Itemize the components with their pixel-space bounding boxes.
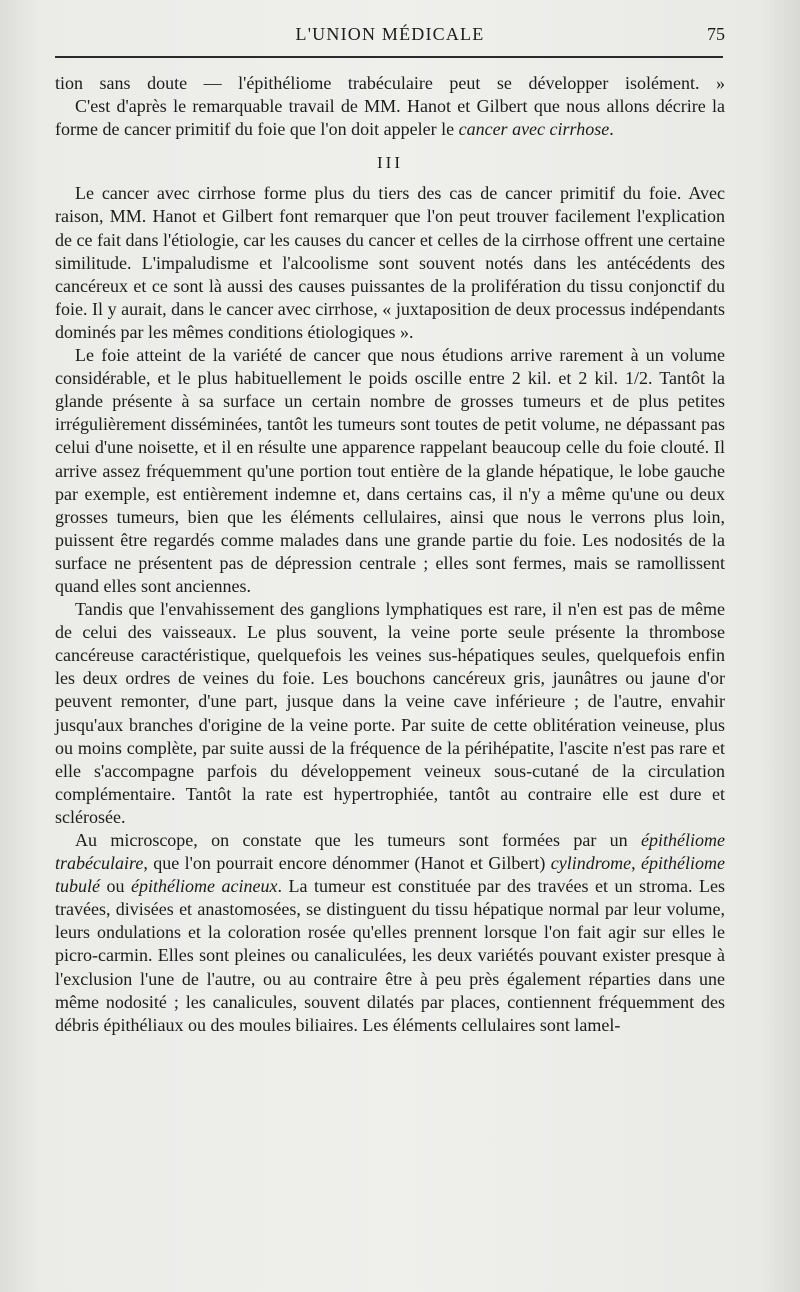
section-heading: III (377, 153, 403, 173)
paragraph-text: . (609, 119, 614, 140)
paragraph-text: . La tumeur est constituée par des travées et un stroma. Les travées, divisées et anastomosées, se distinguent du tissu hépatique normal par leur volume, leurs ondulations et la coloration rosée qu'elles prennent lorsque l'on fait agir sur elles le picro-carmin. Elles sont pleines ou canaliculées, les deux variétés pouvant exister presque à l'exclusion l'une de l'autre, ou au contraire être à peu près également réparties dans une même nodosité ; les canalicules, souvent dilatés par places, contiennent fréquemment des débris épithéliaux ou des moules biliaires. Les éléments cellulaires sont lamel- (55, 876, 725, 1035)
paragraph-text: tion sans doute — l'épithéliome trabéculaire peut se développer isolément. » (55, 73, 725, 93)
italic-term: épithéliome tubulé (55, 853, 726, 897)
paragraph-gross-anatomy (55, 344, 725, 598)
paragraph-etiology (55, 182, 725, 344)
paragraph-text: Au microscope, on constate que les tumeurs sont formées par un (75, 830, 642, 850)
italic-term: cancer avec cirrhose (458, 119, 610, 140)
paragraph-hanot-gilbert-intro (55, 95, 725, 141)
paragraph-text: ou (100, 876, 132, 897)
paragraph-text: , que l'on pourrait encore dénommer (Hanot et Gilbert) (143, 853, 551, 874)
paragraph-text: Le cancer avec cirrhose forme plus du tiers des cas de cancer primitif du foie. Avec raison, MM. Hanot et Gilbert font remarquer que l'on peut trouver facilement l'explication de ce fait dans l'étiologie, car les causes du cancer et celles de la cirrhose offrent une certaine similitude. L'impaludisme et l'alcoolisme sont souvent notés dans les antécédents des cancéreux et ce sont là aussi des causes puissantes de la prolifération du tissu conjonctif du foie. Il y aurait, dans le cancer avec cirrhose, « juxtaposition de deux processus indépendants dominés par les mêmes conditions étiologiques ». (55, 183, 725, 342)
article-body (55, 72, 725, 1037)
paragraph-continuation (55, 72, 725, 95)
paragraph-text: C'est d'après le remarquable travail de MM. Hanot et Gilbert que nous allons décrire la forme de cancer primitif du foie que l'on doit appeler le (55, 96, 725, 140)
paragraph-microscopy (55, 829, 725, 1037)
italic-term: cylindrome (550, 853, 632, 874)
paragraph-text: , (631, 853, 642, 874)
page-header (55, 24, 725, 48)
running-title: L'UNION MÉDICALE (295, 24, 485, 44)
paragraph-vessels (55, 598, 725, 829)
italic-term: épithéliome trabéculaire (55, 830, 725, 874)
paragraph-text: Le foie atteint de la variété de cancer que nous étudions arrive rarement à un volume considérable, et le plus habituellement le poids oscille entre 2 kil. et 2 kil. 1/2. Tantôt la glande présente à sa surface un certain nombre de grosses tumeurs et de plus petites irrégulièrement disséminées, tantôt les tumeurs sont toutes de petit volume, ne dépassant pas celui d'une noisette, et il en résulte une apparence rappelant beaucoup celle du foie clouté. Il arrive assez fréquemment qu'une portion tout entière de la glande hépatique, le lobe gauche par exemple, est entièrement indemne et, dans certains cas, il n'y a même qu'une ou deux grosses tumeurs, bien que les éléments cellulaires, ainsi que nous le verrons plus loin, puissent être regardés comme malades dans une grande partie du foie. Les nodosités de la surface ne présentent pas de dépression centrale ; elles sont fermes, mais se ramollissent quand elles sont anciennes. (55, 345, 725, 596)
paragraph-text: Tandis que l'envahissement des ganglions lymphatiques est rare, il n'en est pas de même de celui des vaisseaux. Le plus souvent, la veine porte seule présente la thrombose cancéreuse caractéristique, quelquefois les veines sus-hépatiques seules, quelquefois enfin les deux ordres de veines du foie. Les bouchons cancéreux gris, jaunâtres ou jaune d'or peuvent remonter, d'une part, jusque dans la veine cave inférieure ; de l'autre, envahir jusqu'aux branches d'origine de la veine porte. Par suite de cette oblitération veineuse, plus ou moins complète, par suite aussi de la fréquence de la périhépatite, l'ascite n'est pas rare et elle s'accompagne parfois du développement veineux sous-cutané de la circulation complémentaire. Tantôt la rate est hypertrophiée, tantôt au contraire elle est dure et sclérosée. (55, 599, 725, 827)
header-rule (55, 56, 723, 58)
italic-term: épithéliome acineux (131, 876, 278, 897)
page-number: 75 (707, 24, 725, 44)
